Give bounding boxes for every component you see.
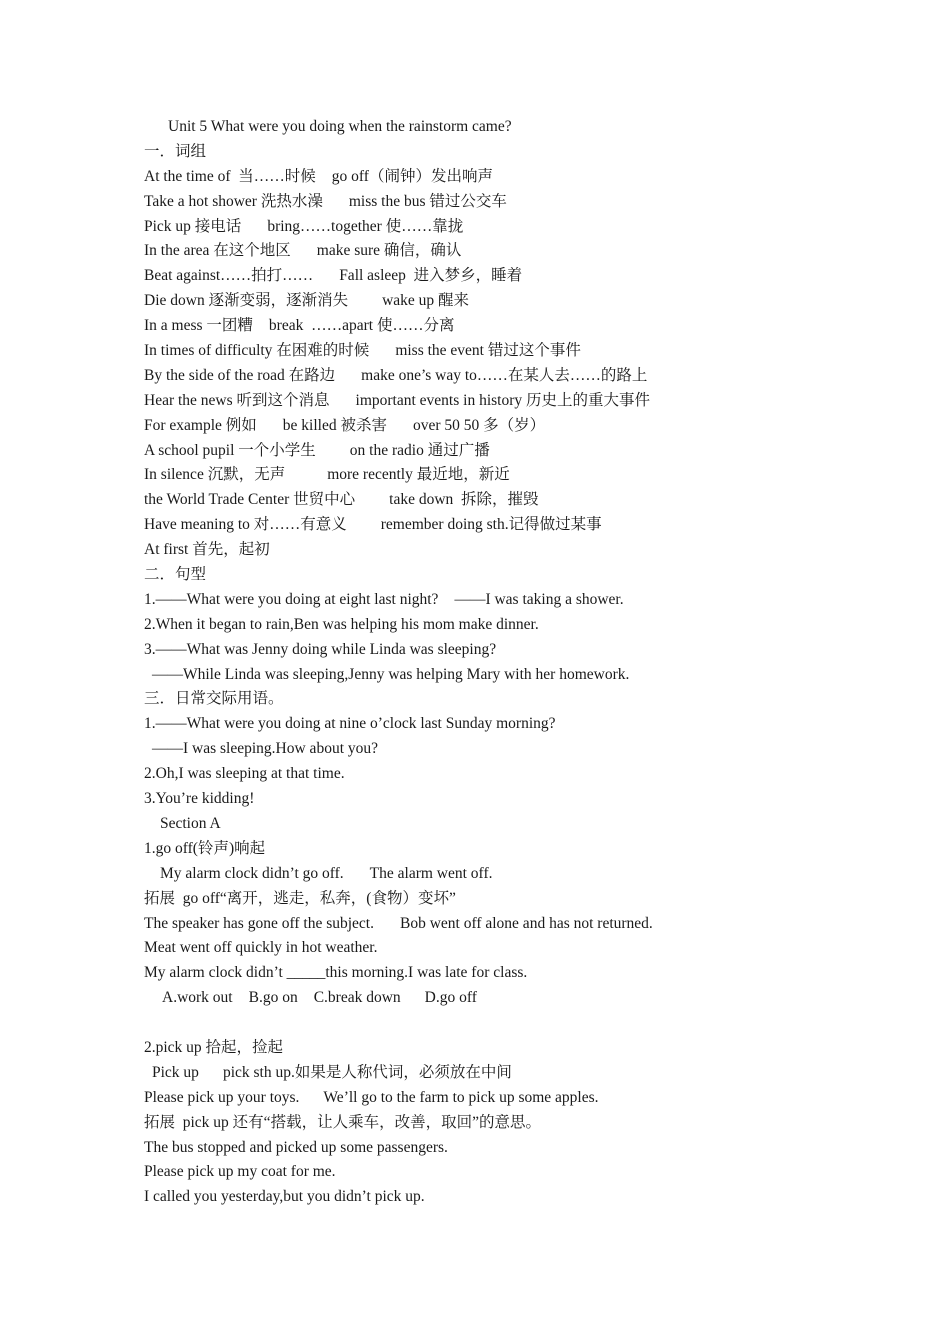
example: My alarm clock didn’t go off. xyxy=(160,864,344,882)
phrase-line xyxy=(144,215,904,240)
option-b: B.go on xyxy=(248,989,298,1007)
pick-up-example: I called you yesterday,but you didn’t pick up. xyxy=(144,1188,425,1206)
go-off-heading: 1.go off(铃声)响起 xyxy=(144,839,266,857)
phrase: At first 首先，起初 xyxy=(144,541,270,559)
phrase: be killed 被杀害 xyxy=(282,416,387,434)
pick-up-heading: 2.pick up 拾起，捡起 xyxy=(144,1038,284,1056)
sentence: ——I was taking a shower. xyxy=(454,590,624,608)
phrase-line xyxy=(144,364,904,389)
usage: Pick up xyxy=(152,1063,199,1081)
phrase: At the time of 当……时候 xyxy=(144,167,316,185)
pick-up-example: The bus stopped and picked up some passengers. xyxy=(144,1138,448,1156)
phrase: miss the bus 错过公交车 xyxy=(348,192,507,210)
phrase-line xyxy=(144,239,904,264)
phrase: Beat against……拍打…… xyxy=(144,267,314,285)
section-heading-sentences: 二．句型 xyxy=(144,566,207,584)
pick-up-example: Please pick up my coat for me. xyxy=(144,1163,336,1181)
pick-up-extend: 拓展 pick up 还有“搭载，让人乘车，改善，取回”的意思。 xyxy=(144,1113,541,1131)
phrase-line xyxy=(144,389,904,414)
sentence-line: 2.When it began to rain,Ben was helping his mom make dinner. xyxy=(144,615,539,633)
go-off-examples-2 xyxy=(144,912,904,937)
daily-line: 3.You’re kidding! xyxy=(144,790,255,808)
go-off-example-3: Meat went off quickly in hot weather. xyxy=(144,939,378,957)
phrase-line xyxy=(144,538,904,563)
go-off-question: My alarm clock didn’t _____this morning.I was late for class. xyxy=(144,964,528,982)
phrase: For example 例如 xyxy=(144,416,257,434)
phrase-line xyxy=(144,439,904,464)
phrase: miss the event 错过这个事件 xyxy=(395,342,581,360)
phrase-line xyxy=(144,414,904,439)
phrase: bring……together 使……靠拢 xyxy=(267,217,464,235)
pick-up-examples xyxy=(144,1086,904,1111)
phrase: wake up 醒来 xyxy=(382,292,470,310)
example: Please pick up your toys. xyxy=(144,1088,300,1106)
phrase: Fall asleep 进入梦乡，睡着 xyxy=(339,267,523,285)
go-off-extend: 拓展 go off“离开，逃走，私奔，(食物）变坏” xyxy=(144,889,456,907)
phrase: In silence 沉默，无声 xyxy=(144,466,286,484)
phrase: make one’s way to……在某人去……的路上 xyxy=(361,366,648,384)
phrase-line xyxy=(144,314,904,339)
phrase: break ……apart 使……分离 xyxy=(268,317,455,335)
section-heading-daily: 三．日常交际用语。 xyxy=(144,690,284,708)
usage: pick sth up.如果是人称代词，必须放在中间 xyxy=(222,1063,512,1081)
phrase-line xyxy=(144,339,904,364)
example: The speaker has gone off the subject. xyxy=(144,914,374,932)
example: Bob went off alone and has not returned. xyxy=(399,914,653,932)
sentence-line xyxy=(144,588,904,613)
phrase-line xyxy=(144,513,904,538)
phrase: remember doing sth.记得做过某事 xyxy=(380,516,602,534)
phrase: Hear the news 听到这个消息 xyxy=(144,391,330,409)
phrase: Die down 逐渐变弱，逐渐消失 xyxy=(144,292,349,310)
sentence: 1.——What were you doing at eight last night? xyxy=(144,590,439,608)
go-off-options xyxy=(144,986,904,1011)
phrase: Have meaning to 对……有意义 xyxy=(144,516,347,534)
phrase: important events in history 历史上的重大事件 xyxy=(355,391,651,409)
phrase: In a mess 一团糟 xyxy=(144,317,253,335)
daily-line: 2.Oh,I was sleeping at that time. xyxy=(144,765,345,783)
phrase-line xyxy=(144,264,904,289)
option-c: C.break down xyxy=(313,989,401,1007)
phrase-line xyxy=(144,463,904,488)
phrase: go off（闹钟）发出响声 xyxy=(331,167,493,185)
phrase: Pick up 接电话 xyxy=(144,217,242,235)
phrase-line xyxy=(144,190,904,215)
section-heading-phrases: 一．词组 xyxy=(144,142,207,160)
section-a-heading: Section A xyxy=(160,814,221,832)
phrase: By the side of the road 在路边 xyxy=(144,366,336,384)
example: We’ll go to the farm to pick up some apples. xyxy=(323,1088,599,1106)
phrase: take down 拆除，摧毁 xyxy=(389,491,539,509)
phrase: Take a hot shower 洗热水澡 xyxy=(144,192,323,210)
daily-line: ——I was sleeping.How about you? xyxy=(152,740,378,758)
phrase: In the area 在这个地区 xyxy=(144,242,291,260)
go-off-examples xyxy=(144,862,904,887)
phrase: A school pupil 一个小学生 xyxy=(144,441,316,459)
phrase: more recently 最近地，新近 xyxy=(327,466,510,484)
sentence-line: ——While Linda was sleeping,Jenny was helping Mary with her homework. xyxy=(152,665,630,683)
example: The alarm went off. xyxy=(369,864,493,882)
daily-line: 1.——What were you doing at nine o’clock last Sunday morning? xyxy=(144,715,556,733)
document-title: Unit 5 What were you doing when the rainstorm came? xyxy=(168,118,512,135)
option-a: A.work out xyxy=(162,989,233,1007)
phrase-line xyxy=(144,488,904,513)
phrase: In times of difficulty 在困难的时候 xyxy=(144,342,370,360)
option-d: D.go off xyxy=(424,989,477,1007)
phrase: over 50 50 多（岁） xyxy=(412,416,546,434)
sentence-line: 3.——What was Jenny doing while Linda was sleeping? xyxy=(144,640,497,658)
document-body xyxy=(144,115,904,1210)
phrase: make sure 确信，确认 xyxy=(316,242,462,260)
phrase-line xyxy=(144,289,904,314)
pick-up-usage xyxy=(144,1061,904,1086)
blank-line xyxy=(144,1011,904,1036)
phrase-line xyxy=(144,165,904,190)
phrase: the World Trade Center 世贸中心 xyxy=(144,491,356,509)
phrase: on the radio 通过广播 xyxy=(349,441,490,459)
